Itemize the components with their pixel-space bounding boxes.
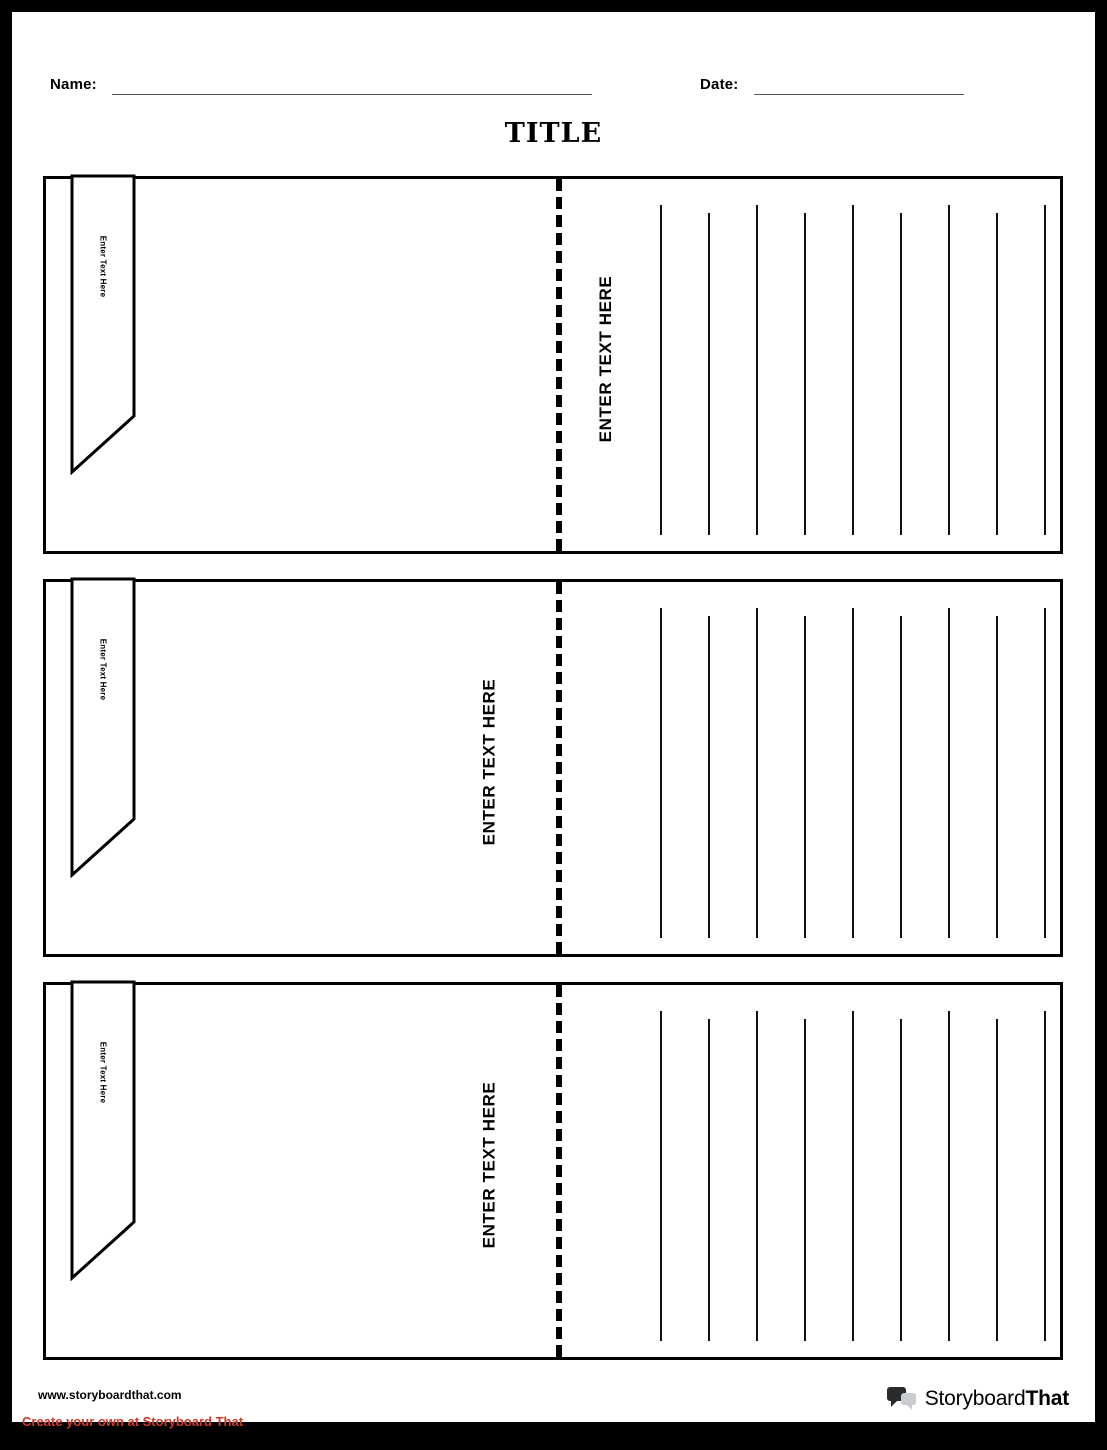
- fold-line-2: [556, 582, 562, 954]
- rule-line: [996, 616, 998, 938]
- rule-line: [756, 205, 758, 535]
- speech-bubble-icon: [887, 1386, 917, 1412]
- date-label: Date:: [700, 76, 739, 93]
- worksheet-sheet: [12, 12, 1095, 1424]
- rule-line: [996, 213, 998, 535]
- rule-line: [1044, 1011, 1046, 1341]
- rule-line: [900, 1019, 902, 1341]
- bottom-strip: [0, 1414, 1107, 1450]
- worksheet-panel-3: [43, 982, 1063, 1360]
- page-title[interactable]: TITLE: [504, 118, 603, 149]
- name-input-line[interactable]: [112, 94, 592, 95]
- writing-lines-2: [646, 600, 1060, 940]
- rule-line: [804, 616, 806, 938]
- date-input-line[interactable]: [754, 94, 964, 95]
- vertical-label-1[interactable]: ENTER TEXT HERE: [596, 275, 615, 443]
- fold-line-1: [556, 179, 562, 551]
- rule-line: [900, 616, 902, 938]
- rule-line: [660, 205, 662, 535]
- footer-url[interactable]: www.storyboardthat.com: [38, 1388, 182, 1402]
- rule-line: [708, 213, 710, 535]
- rule-line: [708, 1019, 710, 1341]
- brand-second: That: [1025, 1387, 1069, 1410]
- rule-line: [852, 608, 854, 938]
- rule-line: [948, 1011, 950, 1341]
- bottom-note: Create your own at Storyboard That: [22, 1414, 244, 1429]
- rule-line: [756, 1011, 758, 1341]
- worksheet-panel-1: [43, 176, 1063, 554]
- rule-line: [1044, 608, 1046, 938]
- flag-label-3: Enter Text Here: [98, 1041, 108, 1104]
- brand-first: Storyboard: [924, 1387, 1026, 1410]
- writing-lines-1: [646, 197, 1060, 537]
- worksheet-panel-2: [43, 579, 1063, 957]
- rule-line: [900, 213, 902, 535]
- rule-line: [804, 1019, 806, 1341]
- flag-label-1: Enter Text Here: [98, 235, 108, 298]
- rule-line: [660, 608, 662, 938]
- rule-line: [1044, 205, 1046, 535]
- rule-line: [708, 616, 710, 938]
- fold-line-3: [556, 985, 562, 1357]
- rule-line: [948, 205, 950, 535]
- name-label: Name:: [50, 76, 97, 93]
- rule-line: [852, 205, 854, 535]
- writing-lines-3: [646, 1003, 1060, 1343]
- rule-line: [996, 1019, 998, 1341]
- flag-label-2: Enter Text Here: [98, 638, 108, 701]
- bookmark-flag-2[interactable]: [70, 579, 136, 877]
- brand-logo[interactable]: [887, 1386, 1069, 1412]
- rule-line: [948, 608, 950, 938]
- vertical-label-3[interactable]: ENTER TEXT HERE: [479, 1081, 499, 1249]
- vertical-label-2[interactable]: ENTER TEXT HERE: [479, 678, 499, 846]
- bookmark-flag-3[interactable]: [70, 982, 136, 1280]
- rule-line: [756, 608, 758, 938]
- rule-line: [852, 1011, 854, 1341]
- rule-line: [660, 1011, 662, 1341]
- bookmark-flag-1[interactable]: [70, 176, 136, 474]
- brand-text: [925, 1387, 1069, 1411]
- rule-line: [804, 213, 806, 535]
- worksheet-header: [12, 68, 1095, 102]
